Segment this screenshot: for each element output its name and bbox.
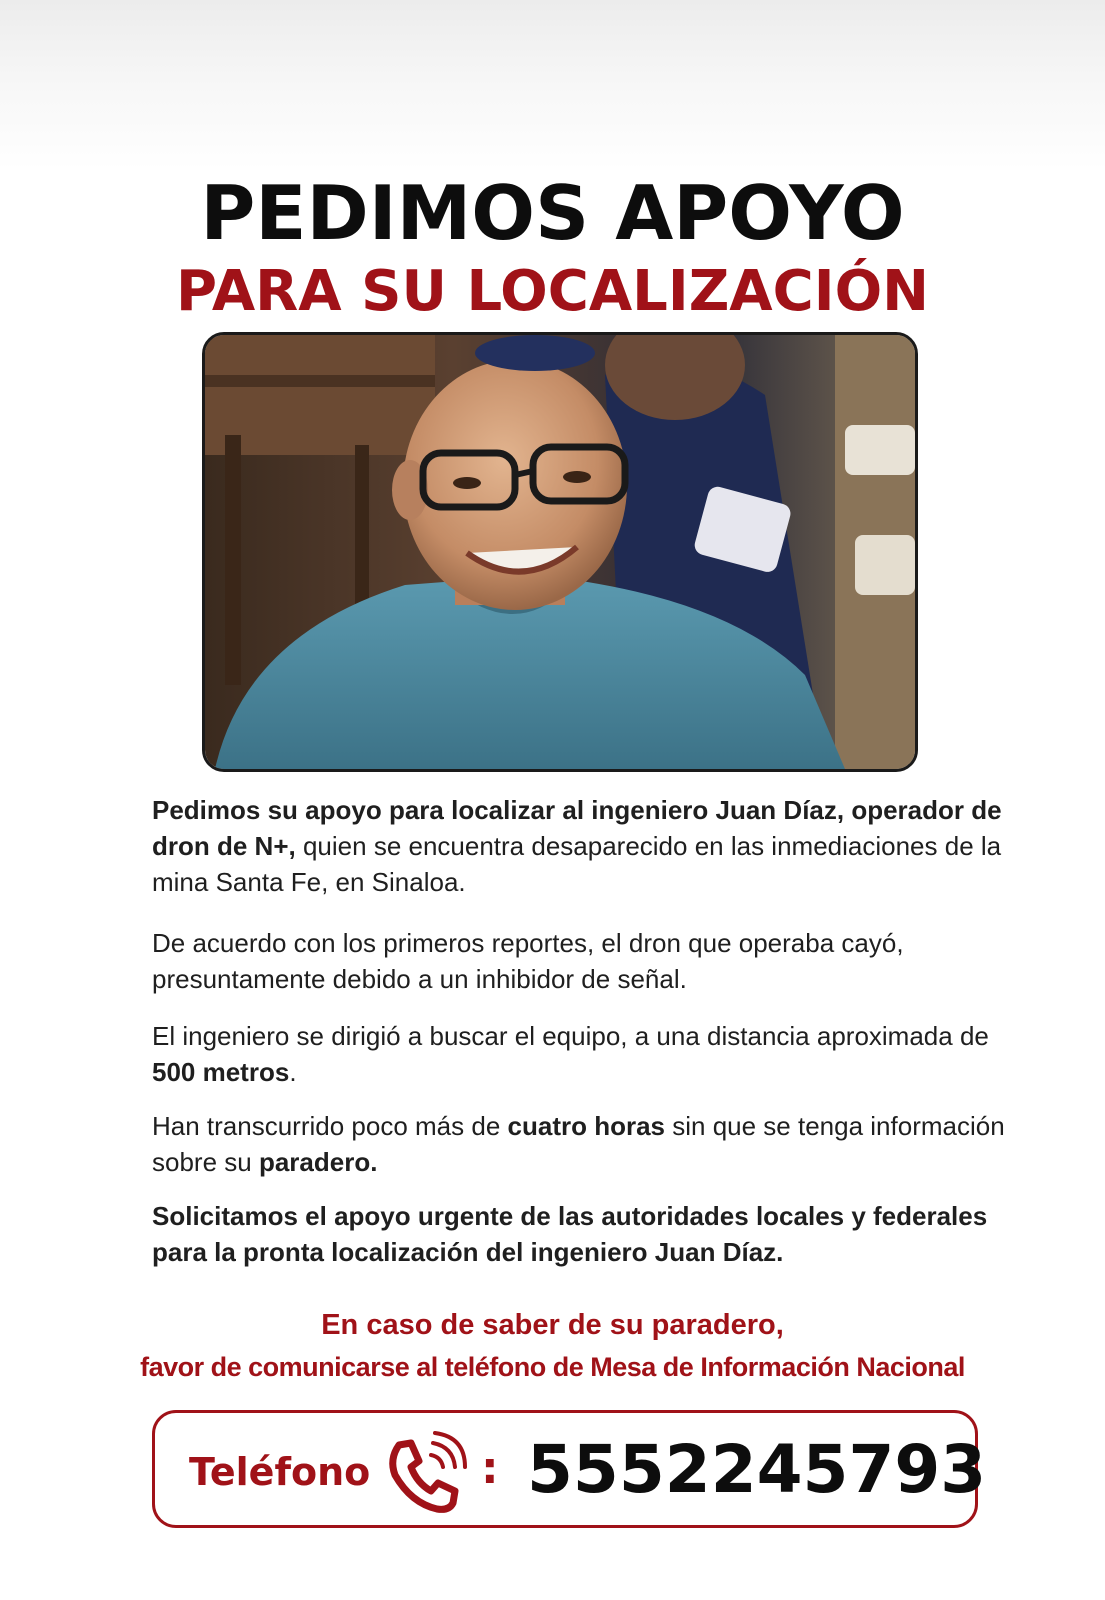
- paragraph-intro: [152, 792, 1012, 900]
- paragraph-distance-end: .: [289, 1057, 297, 1087]
- paragraph-time-bold-hours: cuatro horas: [507, 1111, 666, 1141]
- phone-label: Teléfono: [189, 1450, 371, 1494]
- paragraph-urgent-request: Solicitamos el apoyo urgente de las autoridades locales y federales para la pronta localización del ingeniero Juan Díaz.: [152, 1201, 988, 1267]
- contact-instructions: favor de comunicarse al teléfono de Mesa de Información Nacional: [140, 1352, 965, 1382]
- paragraph-time-mid: sin que se tenga información sobre su: [152, 1111, 1005, 1177]
- phone-ringing-icon: [381, 1431, 467, 1517]
- paragraph-time-elapsed: [152, 1108, 1012, 1180]
- contact-heading: En caso de saber de su paradero,: [321, 1309, 784, 1341]
- paragraph-distance-start: El ingeniero se dirigió a buscar el equipo, a una distancia aproximada de: [152, 1021, 989, 1051]
- phone-box: [152, 1410, 987, 1528]
- phone-separator: :: [481, 1443, 499, 1494]
- paragraph-distance-bold: 500 metros: [152, 1057, 290, 1087]
- person-photo: [202, 332, 918, 772]
- paragraph-time-start: Han transcurrido poco más de: [152, 1111, 508, 1141]
- phone-number[interactable]: 5552245793: [527, 1431, 987, 1508]
- paragraph-distance: [152, 1018, 1012, 1090]
- poster-title: PEDIMOS APOYO: [200, 169, 905, 257]
- paragraph-intro-bold: Pedimos su apoyo para localizar al ingeniero Juan Díaz, operador de dron de N+,: [152, 795, 1002, 861]
- paragraph-intro-rest: quien se encuentra desaparecido en las inmediaciones de la mina Santa Fe, en Sinaloa.: [152, 831, 1002, 897]
- paragraph-drone-report: De acuerdo con los primeros reportes, el dron que operaba cayó, presuntamente debido a un inhibidor de señal.: [152, 928, 904, 994]
- paragraph-time-bold-whereabouts: paradero.: [258, 1147, 378, 1177]
- poster-subtitle: PARA SU LOCALIZACIÓN: [175, 259, 930, 324]
